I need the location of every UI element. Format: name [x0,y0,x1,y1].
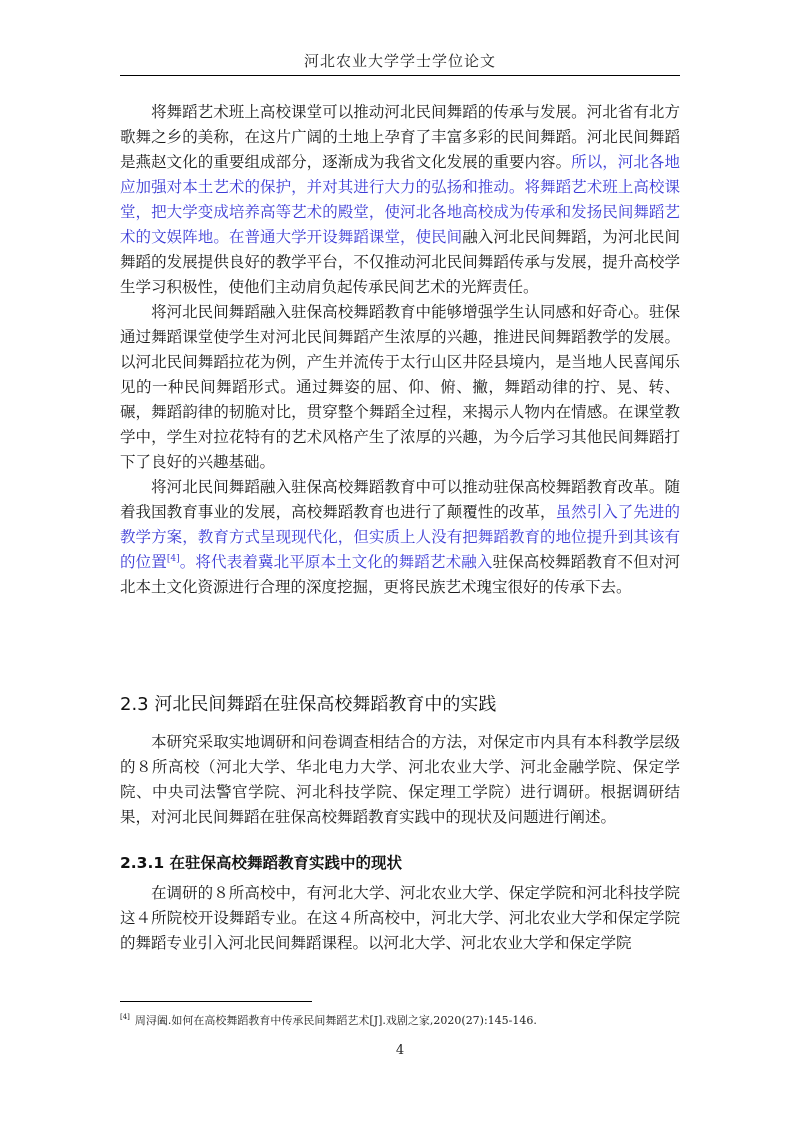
paragraph-1-tail: 融入河北民间舞蹈，为河北民间舞蹈的发展提供良好的教学平台，不仅推动河北民间舞蹈传承与发展，提升高校学生学习积极性，使他们主动肩负起传承民间艺术的光辉责任。 [120,228,680,296]
section-body-2-3 [120,730,680,830]
paragraph-3-highlight: 虽然引入了先进的教学方案，教育方式呈现现代化，但实质上人没有把舞蹈教育的地位提升到其该有的位置 [120,503,680,571]
paragraph-1 [120,100,680,300]
subsection-heading-2-3-1: 2.3.1 在驻保高校舞蹈教育实践中的现状 [120,854,403,872]
paragraph-4: 本研究采取实地调研和问卷调查相结合的方法，对保定市内具有本科教学层级的８所高校（河北大学、华北电力大学、河北农业大学、河北金融学院、保定学院、中央司法警官学院、河北科技学院、保定理工学院）进行调研。根据调研结果，对河北民间舞蹈在驻保高校舞蹈教育实践中的现状及问题进行阐述。 [120,733,680,826]
citation-mark: [4] [166,553,180,564]
section-body-top [120,100,680,600]
paragraph-3-highlight-2: 。将代表着冀北平原本土文化的舞蹈艺术融入 [179,553,493,571]
page-header: 河北农业大学学士学位论文 [303,52,496,70]
footnote [120,1012,680,1028]
paragraph-3 [120,475,680,600]
paragraph-2: 将河北民间舞蹈融入驻保高校舞蹈教育中能够增强学生认同感和好奇心。驻保通过舞蹈课堂使学生对河北民间舞蹈产生浓厚的兴趣，推进民间舞蹈教学的发展。以河北民间舞蹈拉花为例，产生并流传于太行山区井陉县境内，是当地人民喜闻乐见的一种民间舞蹈形式。通过舞姿的屈、仰、俯、撇，舞蹈动律的拧、晃、转、碾，舞蹈韵律的韧脆对比，贯穿整个舞蹈全过程，来揭示人物内在情感。在课堂教学中，学生对拉花特有的艺术风格产生了浓厚的兴趣，为今后学习其他民间舞蹈打下了良好的兴趣基础。 [120,303,680,471]
footnote-text: 周浔阖.如何在高校舞蹈教育中传承民间舞蹈艺术[J].戏剧之家,2020(27):145-146. [134,1014,537,1027]
footnote-rule [120,1001,312,1002]
paragraph-3-tail: 驻保高校舞蹈教育不但对河北本土文化资源进行合理的深度挖掘，更将民族艺术瑰宝很好的传承下去。 [120,553,680,596]
page-number: 4 [395,1043,405,1058]
paragraph-3-text: 将河北民间舞蹈融入驻保高校舞蹈教育中可以推动驻保高校舞蹈教育改革。随着我国教育事业的发展，高校舞蹈教育也进行了颠覆性的改革， [120,478,680,521]
paragraph-1-highlight: 所以，河北各地应加强对本土艺术的保护，并对其进行大力的弘扬和推动。将舞蹈艺术班上高校课堂，把大学变成培养高等艺术的殿堂，使河北各地高校成为传承和发扬民间舞蹈艺术的文娱阵地。在普通大学开设舞蹈课堂，使民间 [120,153,680,246]
section-body-2-3-1 [120,881,680,956]
section-heading-2-3: 2.3 河北民间舞蹈在驻保高校舞蹈教育中的实践 [120,694,497,715]
paragraph-1-text: 将舞蹈艺术班上高校课堂可以推动河北民间舞蹈的传承与发展。河北省有北方歌舞之乡的美称，在这片广阔的土地上孕育了丰富多彩的民间舞蹈。河北民间舞蹈是燕赵文化的重要组成部分，逐渐成为我省文化发展的重要内容。 [120,103,680,171]
paragraph-5: 在调研的８所高校中，有河北大学、河北农业大学、保定学院和河北科技学院这４所院校开设舞蹈专业。在这４所高校中，河北大学、河北农业大学和保定学院的舞蹈专业引入河北民间舞蹈课程。以河北大学、河北农业大学和保定学院 [120,884,680,952]
header-rule [120,75,680,76]
footnote-mark: [4] [120,1013,130,1022]
